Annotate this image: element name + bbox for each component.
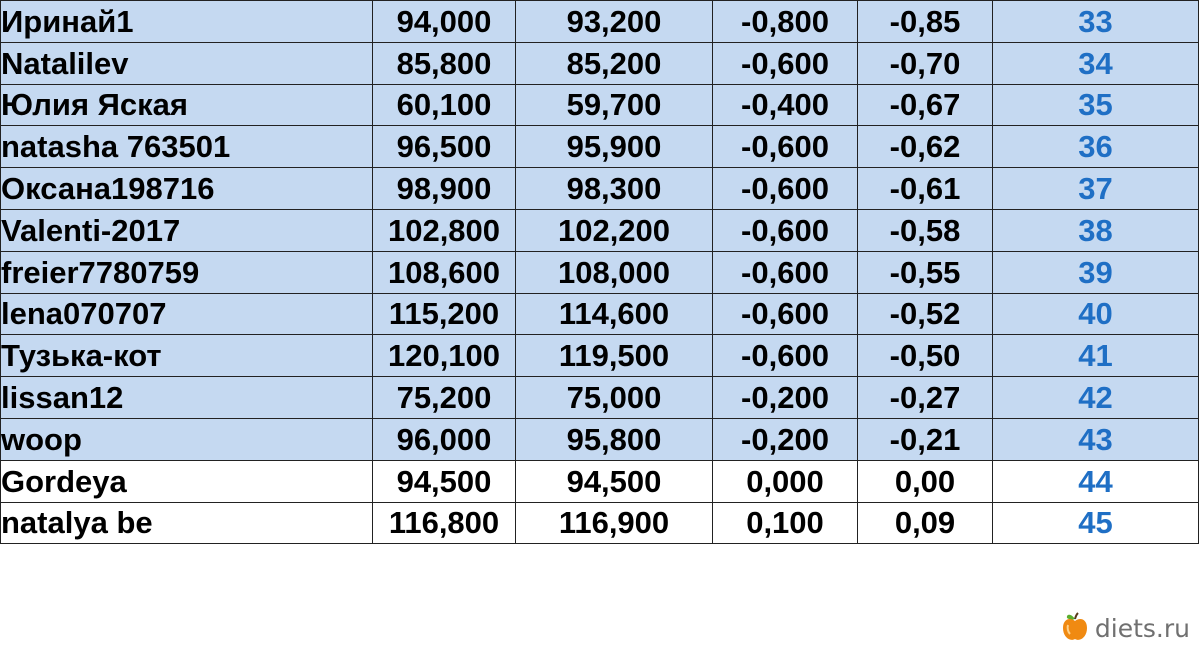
- watermark-text: diets.ru: [1094, 614, 1190, 643]
- rank-number: 37: [993, 168, 1199, 210]
- weight-change: -0,200: [713, 377, 858, 419]
- rank-number: 34: [993, 42, 1199, 84]
- current-weight: 95,900: [516, 126, 713, 168]
- current-weight: 114,600: [516, 293, 713, 335]
- current-weight: 119,500: [516, 335, 713, 377]
- percent-change: -0,67: [858, 84, 993, 126]
- rank-number: 44: [993, 460, 1199, 502]
- table-body: [1, 1, 1199, 544]
- current-weight: 98,300: [516, 168, 713, 210]
- start-weight: 94,000: [373, 1, 516, 43]
- current-weight: 108,000: [516, 251, 713, 293]
- percent-change: -0,50: [858, 335, 993, 377]
- percent-change: -0,27: [858, 377, 993, 419]
- participant-name: natalya be: [1, 502, 373, 544]
- rank-number: 33: [993, 1, 1199, 43]
- table-row: [1, 377, 1199, 419]
- weight-change: -0,600: [713, 251, 858, 293]
- table-row: [1, 1, 1199, 43]
- participant-name: lena070707: [1, 293, 373, 335]
- percent-change: -0,85: [858, 1, 993, 43]
- percent-change: 0,00: [858, 460, 993, 502]
- participant-name: Gordeya: [1, 460, 373, 502]
- weight-change: -0,200: [713, 418, 858, 460]
- current-weight: 85,200: [516, 42, 713, 84]
- participant-name: Иринай1: [1, 1, 373, 43]
- percent-change: -0,61: [858, 168, 993, 210]
- table-row: [1, 502, 1199, 544]
- weight-change: -0,800: [713, 1, 858, 43]
- current-weight: 95,800: [516, 418, 713, 460]
- table-row: [1, 42, 1199, 84]
- participant-name: natasha 763501: [1, 126, 373, 168]
- start-weight: 96,000: [373, 418, 516, 460]
- table-row: [1, 418, 1199, 460]
- weight-change: -0,600: [713, 293, 858, 335]
- table-row: [1, 251, 1199, 293]
- weight-change: 0,100: [713, 502, 858, 544]
- participant-name: Natalilev: [1, 42, 373, 84]
- rank-number: 36: [993, 126, 1199, 168]
- percent-change: -0,52: [858, 293, 993, 335]
- diets-ru-watermark: [1061, 610, 1190, 647]
- start-weight: 60,100: [373, 84, 516, 126]
- participant-name: Оксана198716: [1, 168, 373, 210]
- current-weight: 59,700: [516, 84, 713, 126]
- percent-change: -0,70: [858, 42, 993, 84]
- current-weight: 102,200: [516, 209, 713, 251]
- apple-icon: [1061, 610, 1089, 647]
- weight-change: -0,600: [713, 168, 858, 210]
- percent-change: -0,62: [858, 126, 993, 168]
- rank-number: 40: [993, 293, 1199, 335]
- table-row: [1, 126, 1199, 168]
- participant-name: woop: [1, 418, 373, 460]
- start-weight: 108,600: [373, 251, 516, 293]
- start-weight: 98,900: [373, 168, 516, 210]
- weight-change: -0,600: [713, 209, 858, 251]
- start-weight: 115,200: [373, 293, 516, 335]
- current-weight: 75,000: [516, 377, 713, 419]
- participant-name: lissan12: [1, 377, 373, 419]
- participant-name: Юлия Яская: [1, 84, 373, 126]
- participant-name: Valenti-2017: [1, 209, 373, 251]
- table-row: [1, 209, 1199, 251]
- weight-change: -0,600: [713, 126, 858, 168]
- start-weight: 120,100: [373, 335, 516, 377]
- percent-change: -0,55: [858, 251, 993, 293]
- current-weight: 94,500: [516, 460, 713, 502]
- percent-change: 0,09: [858, 502, 993, 544]
- rank-number: 38: [993, 209, 1199, 251]
- weight-change: -0,400: [713, 84, 858, 126]
- rank-number: 39: [993, 251, 1199, 293]
- percent-change: -0,21: [858, 418, 993, 460]
- rank-number: 41: [993, 335, 1199, 377]
- start-weight: 94,500: [373, 460, 516, 502]
- rank-number: 35: [993, 84, 1199, 126]
- weight-change: 0,000: [713, 460, 858, 502]
- current-weight: 116,900: [516, 502, 713, 544]
- table-row: [1, 84, 1199, 126]
- start-weight: 75,200: [373, 377, 516, 419]
- start-weight: 96,500: [373, 126, 516, 168]
- table-row: [1, 168, 1199, 210]
- start-weight: 102,800: [373, 209, 516, 251]
- percent-change: -0,58: [858, 209, 993, 251]
- participant-name: Тузька-кот: [1, 335, 373, 377]
- rank-number: 42: [993, 377, 1199, 419]
- start-weight: 116,800: [373, 502, 516, 544]
- start-weight: 85,800: [373, 42, 516, 84]
- participant-name: freier7780759: [1, 251, 373, 293]
- current-weight: 93,200: [516, 1, 713, 43]
- weight-change: -0,600: [713, 42, 858, 84]
- weight-change: -0,600: [713, 335, 858, 377]
- rank-number: 43: [993, 418, 1199, 460]
- rank-number: 45: [993, 502, 1199, 544]
- table-row: [1, 460, 1199, 502]
- table-row: [1, 335, 1199, 377]
- table-row: [1, 293, 1199, 335]
